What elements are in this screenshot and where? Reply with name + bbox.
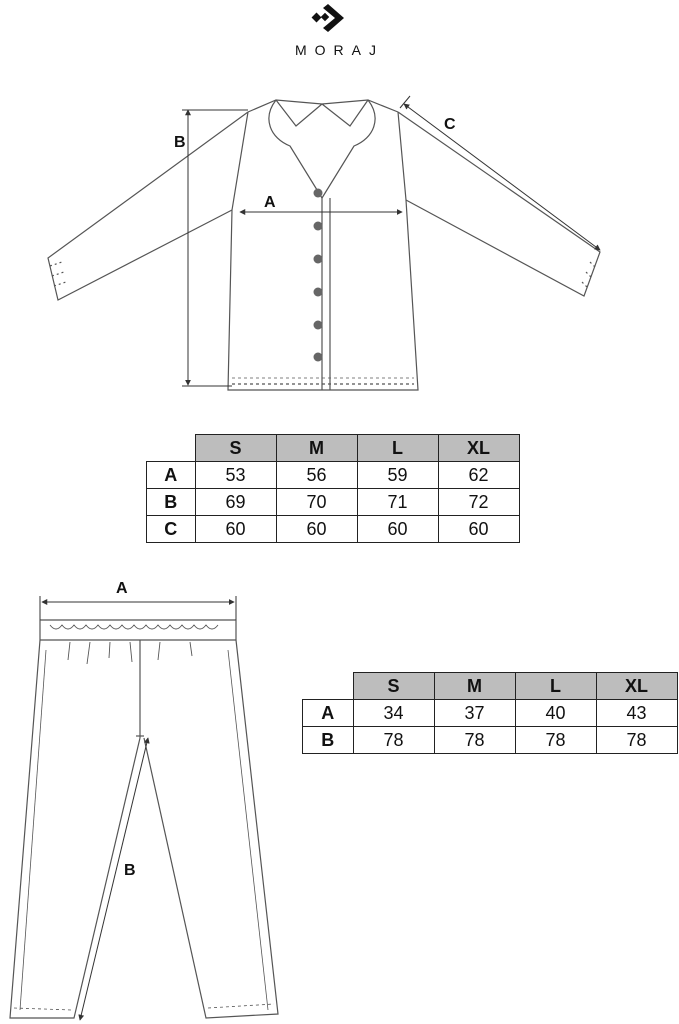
size-header-m: M (276, 435, 357, 462)
table-cell: 40 (515, 700, 596, 727)
pants-label-b: B (124, 862, 136, 879)
shirt-label-c: C (444, 116, 456, 133)
size-header-s: S (353, 673, 434, 700)
table-cell: 53 (195, 462, 276, 489)
table-cell: 69 (195, 489, 276, 516)
table-cell: 56 (276, 462, 357, 489)
table-cell: 43 (596, 700, 677, 727)
table-row (147, 489, 520, 516)
size-header-xl: XL (438, 435, 519, 462)
pants-outline (10, 620, 278, 1018)
size-header-l: L (515, 673, 596, 700)
shirt-dimension-lines (182, 96, 600, 386)
pants-label-a: A (116, 580, 128, 597)
shirt-label-b: B (174, 134, 186, 151)
table-cell: 59 (357, 462, 438, 489)
table-header-row (147, 435, 520, 462)
size-header-m: M (434, 673, 515, 700)
row-label: A (147, 462, 196, 489)
row-label: A (303, 700, 354, 727)
table-cell: 60 (195, 516, 276, 543)
table-cell: 72 (438, 489, 519, 516)
row-label: B (303, 727, 354, 754)
pants-dimension-lines (40, 596, 236, 1020)
brand-name: MORAJ (295, 42, 384, 58)
table-row (303, 700, 678, 727)
table-cell: 34 (353, 700, 434, 727)
pants-size-table (302, 672, 678, 754)
row-label: C (147, 516, 196, 543)
size-header-xl: XL (596, 673, 677, 700)
size-header-l: L (357, 435, 438, 462)
table-row (303, 727, 678, 754)
dimension-c-line (404, 104, 600, 250)
table-cell: 60 (438, 516, 519, 543)
table-cell: 60 (276, 516, 357, 543)
table-cell: 78 (515, 727, 596, 754)
table-row (147, 462, 520, 489)
table-cell: 60 (357, 516, 438, 543)
table-cell: 71 (357, 489, 438, 516)
brand-logo-icon (312, 4, 344, 32)
shirt-buttons (314, 189, 323, 362)
shirt-size-table (146, 434, 520, 543)
dimension-b-line (80, 738, 148, 1020)
table-cell: 78 (596, 727, 677, 754)
shirt-outline (48, 100, 600, 390)
table-cell: 78 (434, 727, 515, 754)
row-label: B (147, 489, 196, 516)
table-cell: 70 (276, 489, 357, 516)
table-header-row (303, 673, 678, 700)
table-row (147, 516, 520, 543)
table-cell: 37 (434, 700, 515, 727)
shirt-label-a: A (264, 194, 276, 211)
table-cell: 62 (438, 462, 519, 489)
table-cell: 78 (353, 727, 434, 754)
size-header-s: S (195, 435, 276, 462)
